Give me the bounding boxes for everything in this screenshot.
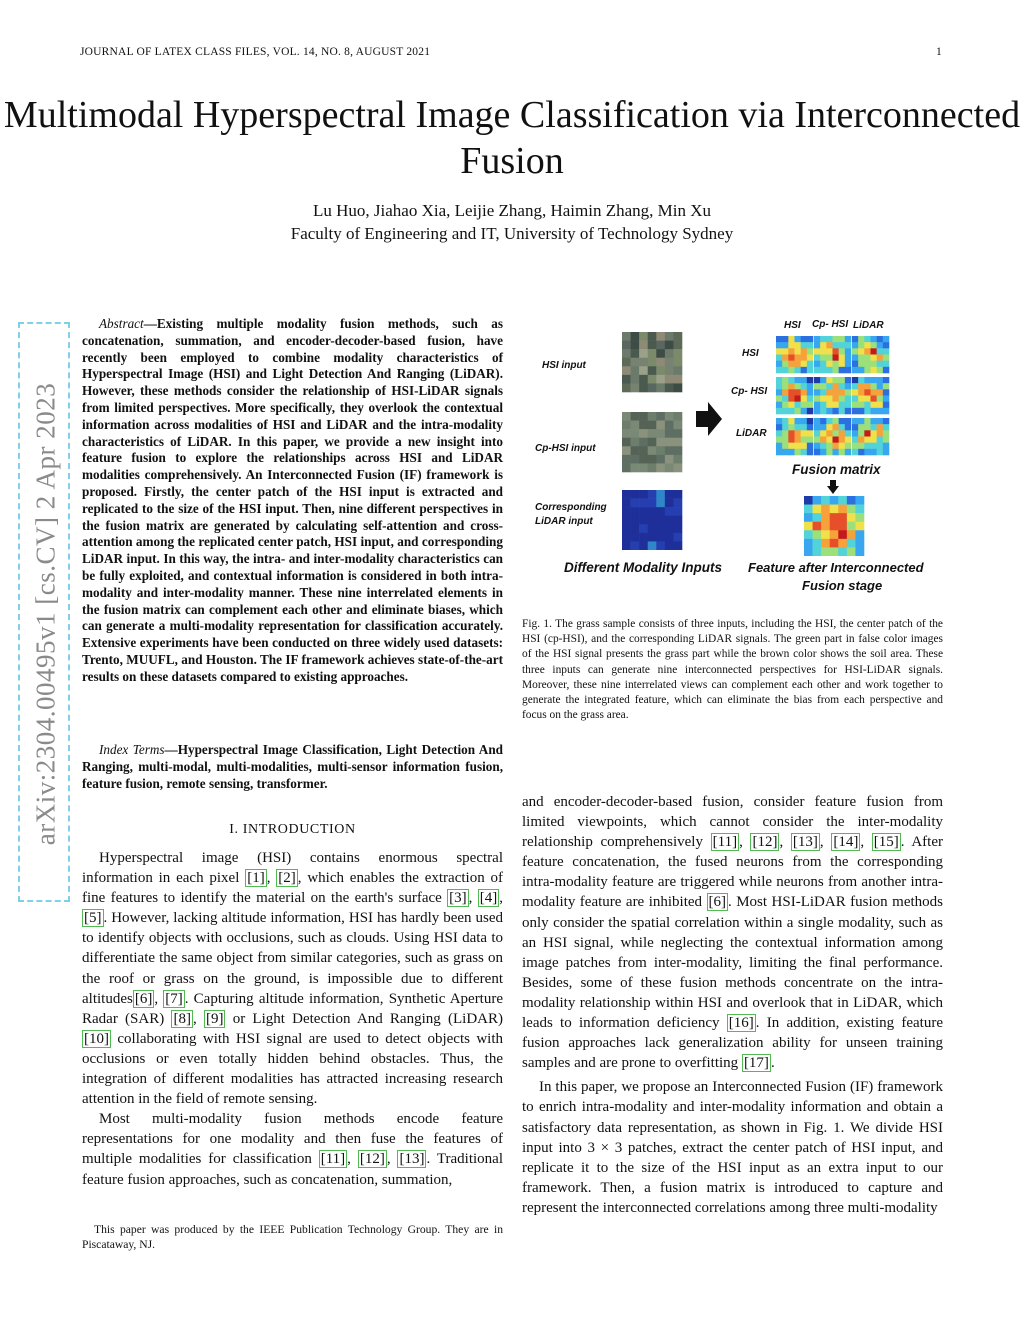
author-block: [0, 199, 1024, 245]
citation-link[interactable]: [14]: [833, 834, 859, 851]
col-label-cp-hsi: Cp- HSI: [812, 319, 849, 330]
abstract: [82, 316, 503, 686]
citation-link[interactable]: [4]: [479, 890, 498, 907]
arxiv-stamp-box[interactable]: [18, 322, 70, 902]
label-hsi-input: HSI input: [542, 360, 586, 371]
lidar-input-image: [622, 490, 682, 550]
page-number: 1: [936, 46, 942, 58]
col-label-hsi: HSI: [784, 320, 801, 331]
citation-link[interactable]: [2]: [278, 870, 296, 887]
label-feature-after-line2: Fusion stage: [802, 578, 883, 593]
label-lidar-input-line1: Corresponding: [535, 502, 607, 513]
citation-link[interactable]: [1]: [247, 870, 265, 887]
cp-hsi-input-image: [622, 412, 682, 472]
figure-1: [520, 310, 950, 600]
abstract-lead: Abstract: [99, 316, 144, 331]
footnote: This paper was produced by the IEEE Publication Technology Group. They are in Piscataway, NJ.: [82, 1223, 503, 1251]
fusion-matrix-grid: [776, 336, 892, 460]
citation-link[interactable]: [12]: [359, 1151, 385, 1168]
label-feature-after-line1: Feature after Interconnected: [748, 560, 924, 575]
citation-link[interactable]: [11]: [712, 834, 738, 851]
down-arrow-icon: [827, 480, 839, 494]
citation-link[interactable]: [6]: [708, 894, 726, 911]
citation-link[interactable]: [9]: [205, 1010, 224, 1027]
running-header: JOURNAL OF LATEX CLASS FILES, VOL. 14, NO. 8, AUGUST 2021: [80, 46, 431, 58]
author-list: Lu Huo, Jiahao Xia, Leijie Zhang, Haimin Zhang, Min Xu: [313, 201, 711, 220]
row-label-cp-hsi: Cp- HSI: [731, 386, 768, 397]
label-lidar-input-line2: LiDAR input: [535, 516, 593, 527]
fused-feature-heatmap: [798, 496, 870, 556]
citation-link[interactable]: [5]: [84, 910, 102, 927]
right-column-text: [522, 792, 943, 1218]
citation-link[interactable]: [15]: [873, 834, 899, 851]
index-terms-lead: Index Terms: [99, 742, 165, 757]
input-images: [620, 330, 686, 550]
abstract-text: —Existing multiple modality fusion methods, such as concatenation, summation, and encoder-decoder-based fusion, have recently been employed to combine modality characteristics of Hyperspectral Image (HSI) and Light Detection And Ranging (LiDAR). However, these methods consider the relationship of HSI-LiDAR signals from limited perspectives. More specifically, they overlook the contextual information across modalities of HSI and LiDAR and the intra-modality characteristics of LiDAR. In this paper, we provide a new insight into feature fusion to explore the relationships across HSI and LiDAR modalities comprehensively. An Interconnected Fusion (IF) framework is proposed. Firstly, the center patch of the HSI input is extracted and replicated to the size of the HSI input. Then, nine different perspectives in the fusion matrix are generated by calculating self-attention and cross-attention among the replicated center patch, HSI input, and corresponding LiDAR input. In this way, the intra- and inter-modality characteristics can be fully exploited, and contextual information is considered in both intra-modality and inter-modality manner. These nine interrelated elements in the fusion matrix can complement each other and eliminate biases, which can generate a multi-modality representation for classification accurately. Extensive experiments have been conducted on three widely used datasets: Trento, MUUFL, and Houston. The IF framework achieves state-of-the-art results on these datasets compared to existing approaches.: [82, 316, 503, 684]
citation-link[interactable]: [6]: [134, 990, 153, 1007]
col-label-lidar: LiDAR: [853, 320, 884, 331]
citation-link[interactable]: [17]: [743, 1055, 769, 1072]
label-different-inputs: Different Modality Inputs: [564, 560, 723, 575]
right-paragraph-2: In this paper, we propose an Interconnected Fusion (IF) framework to enrich intra-modality and inter-modality information and obtain a satisfactory data representation, as shown in Fig. 1. We divide HSI input into 3 × 3 patches, extract the center patch of HSI input, and replicate it to the size of the HSI input as an extra input to our framework. Then, a fusion matrix is introduced to capture and represent the interconnected correlations among three multi-modality: [522, 1079, 943, 1216]
index-terms: [82, 742, 503, 792]
right-paragraph-1: and encoder-decoder-based fusion, consider feature fusion from limited viewpoints, which cannot consider the inter-modality relationship comprehensively [11] , [12] , [13] , [14] , [15] . After feature concatenation, the fused neurons from the corresponding intra-modality feature are triggered while neurons from another intra-modality feature are inhibited [6] . Most HSI-LiDAR fusion methods only consider the spatial correlation within a single modality, such as an HSI signal, while neglecting the contextual information among image patches from inter-modality, limiting the final performance. Besides, some of these fusion methods concentrate on the intra-modality relationship within HSI and overlook that in LiDAR, which leads to information deficiency [16] . In addition, existing feature fusion approaches lack generalization ability for unseen training samples and are prone to overfitting [17] .: [522, 794, 943, 1072]
index-terms-text: —Hyperspectral Image Classification, Light Detection And Ranging, multi-modal, multi-modalities, multi-sensor information fusion, feature fusion, remote sensing, transformer.: [82, 742, 503, 791]
row-label-hsi: HSI: [742, 348, 759, 359]
citation-link[interactable]: [8]: [173, 1010, 191, 1027]
right-arrow-icon: [696, 402, 722, 436]
intro-paragraph-1: Hyperspectral image (HSI) contains enormous spectral information in each pixel [1] , [2] , which enables the extraction of fine features to identify the material on the earth's surface [3] , [4] , [5] . However, lacking altitude information, HSI has hardly been used to identify objects with occlusions, such as clouds. Using HSI data to differentiate the same object from similar categories, such as grass on the roof or grass on the ground, is impossible due to different altitudes [6] , [7] . Capturing altitude information, Synthetic Aperture Radar (SAR) [8] , [9] or Light Detection And Ranging (LiDAR) [10] collaborating with HSI signal are used to detect objects with occlusions or even totally hidden behind obstacles. Thus, the integration of different modalities has attracted increasing research attention in the field of remote sensing.: [82, 850, 504, 1108]
section-heading: I. INTRODUCTION: [229, 822, 356, 837]
citation-link[interactable]: [10]: [84, 1030, 109, 1047]
citation-link[interactable]: [7]: [165, 990, 183, 1007]
citation-link[interactable]: [13]: [399, 1151, 425, 1168]
intro-paragraph-2: Most multi-modality fusion methods encode feature representations for one modality and then fuse the features of multiple modalities for classification [11] , [12] , [13] . Traditional feature fusion approaches, such as concatenation, summation,: [82, 1111, 503, 1188]
arxiv-stamp[interactable]: arXiv:2304.00495v1 [cs.CV] 2 Apr 2023: [30, 382, 61, 846]
affiliation: Faculty of Engineering and IT, University of Technology Sydney: [290, 224, 734, 243]
introduction-text: [82, 848, 503, 1190]
figure-caption: Fig. 1. The grass sample consists of three inputs, including the HSI, the center patch of the HSI (cp-HSI), and the corresponding LiDAR signals. The green part in false color images of the HSI signal presents the grass part while the brown color shows the soil area. These three inputs can generate nine interconnected perspectives for HSI-LiDAR signals. Moreover, these nine interrelated views can complement each other and work together to generate the integrated feature, which can eliminate the bias from each perspective and focus on the grass area.: [522, 618, 943, 722]
row-label-lidar: LiDAR: [736, 428, 767, 439]
citation-link[interactable]: [3]: [449, 890, 467, 907]
citation-link[interactable]: [13]: [792, 834, 818, 851]
paper-title: Multimodal Hyperspectral Image Classification via Interconnected Fusion: [3, 94, 1021, 182]
hsi-input-image: [622, 332, 682, 392]
citation-link[interactable]: [16]: [728, 1015, 754, 1032]
label-cp-hsi-input: Cp-HSI input: [535, 443, 596, 454]
citation-link[interactable]: [11]: [320, 1151, 346, 1168]
citation-link[interactable]: [12]: [752, 834, 778, 851]
label-fusion-matrix: Fusion matrix: [792, 462, 881, 477]
